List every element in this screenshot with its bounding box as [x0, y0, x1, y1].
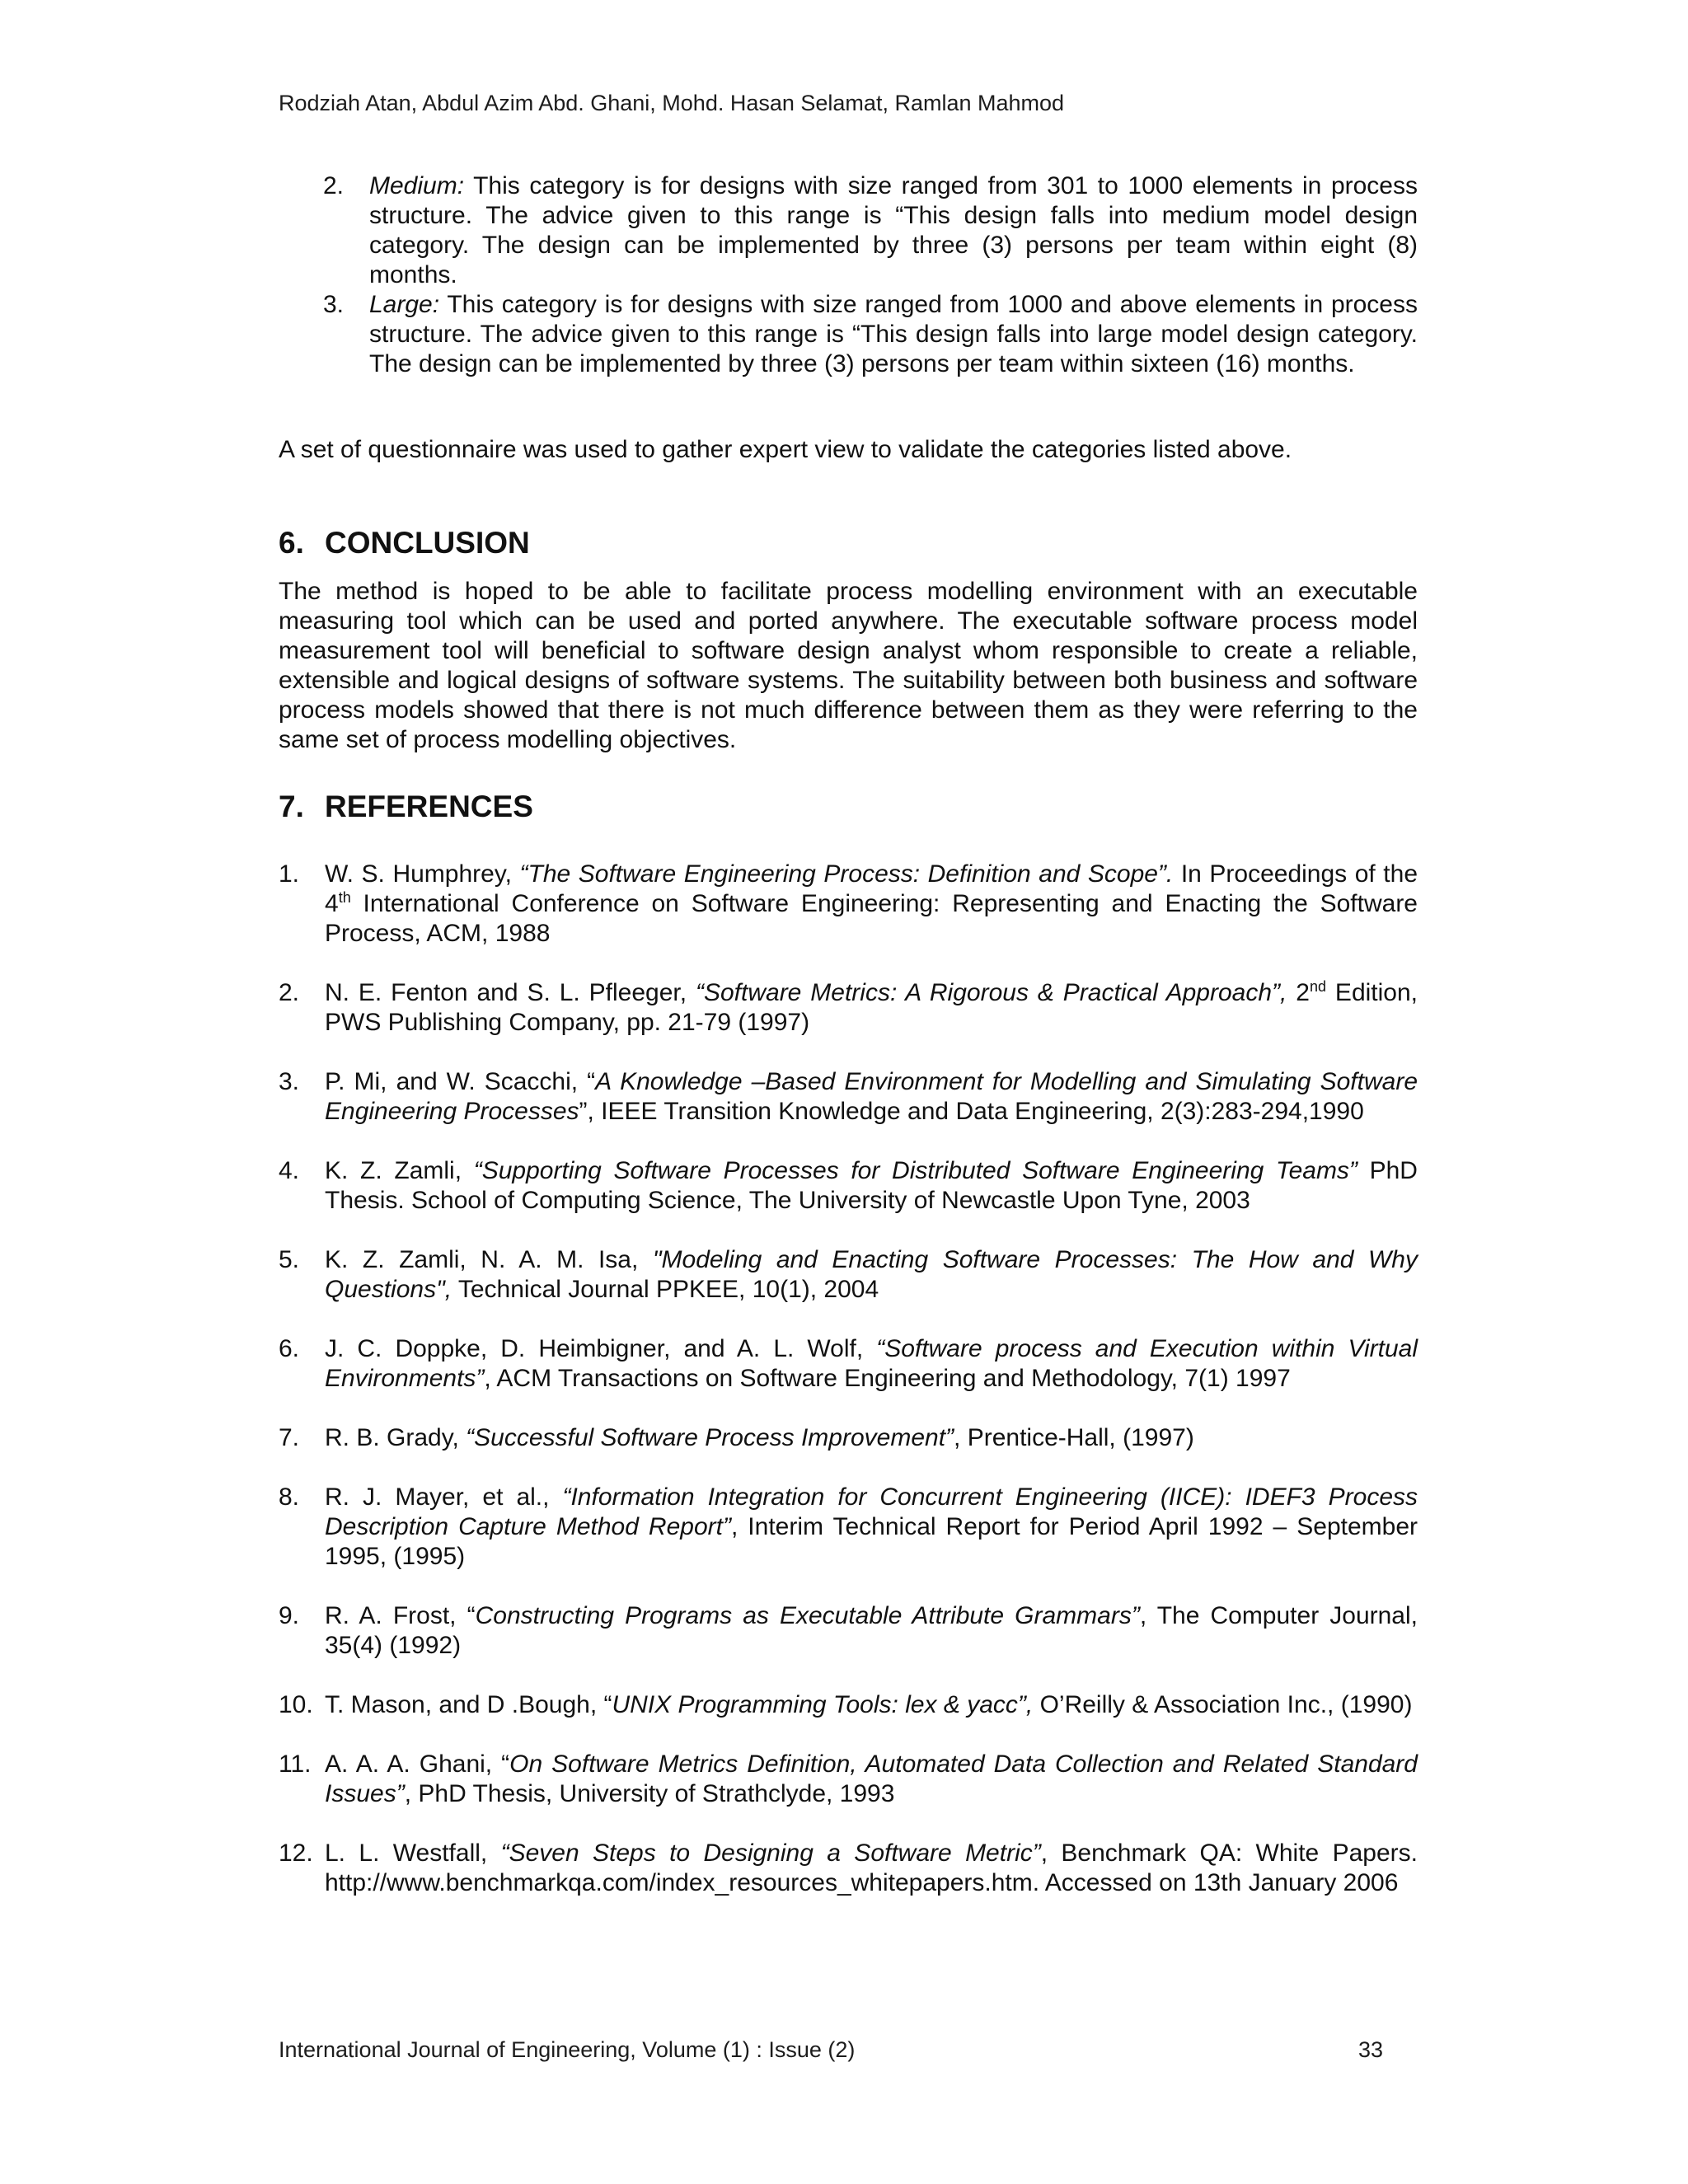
reference-item [279, 1690, 1418, 1720]
reference-authors: A. A. A. Ghani, “ [325, 1750, 510, 1778]
reference-source: Technical Journal PPKEE, 10(1), 2004 [452, 1276, 879, 1303]
section-number: 7. [279, 790, 304, 823]
journal-citation: International Journal of Engineering, Volume (1) : Issue (2) [279, 2037, 856, 2062]
category-number: 3. [323, 291, 345, 318]
reference-number: 5. [279, 1246, 300, 1273]
reference-item [279, 1067, 1418, 1127]
reference-item [279, 1245, 1418, 1305]
ordinal-superscript: th [338, 889, 351, 906]
reference-title: “Information Integration for Concurrent Engineering (IICE): IDEF3 Process Description Capture Method Report” [325, 1483, 1418, 1540]
reference-authors: N. E. Fenton and S. L. Pfleeger, [325, 979, 696, 1006]
reference-source: , Interim Technical Report for Period April 1992 – September 1995, (1995) [325, 1513, 1418, 1570]
reference-source-cont: Edition, PWS Publishing Company, pp. 21-79 (1997) [325, 979, 1418, 1036]
reference-source: , Prentice-Hall, (1997) [954, 1424, 1194, 1451]
reference-item [279, 978, 1418, 1038]
reference-source: , PhD Thesis, University of Strathclyde, 1993 [404, 1780, 895, 1807]
reference-authors: P. Mi, and W. Scacchi, “ [325, 1068, 596, 1095]
reference-item [279, 1483, 1418, 1572]
reference-source: , ACM Transactions on Software Engineering and Methodology, 7(1) 1997 [484, 1365, 1291, 1392]
reference-source: , Benchmark QA: White Papers. http://www.benchmarkqa.com/index_resources_whitepapers.htm. Accessed on 13th January 2006 [325, 1840, 1418, 1896]
reference-number: 4. [279, 1157, 300, 1184]
reference-source-cont: International Conference on Software Engineering: Representing and Enacting the Software Process, ACM, 1988 [325, 890, 1418, 947]
reference-title: “Supporting Software Processes for Distributed Software Engineering Teams” [473, 1157, 1357, 1184]
reference-source: In Proceedings of the 4 [325, 860, 1418, 917]
reference-title: A Knowledge –Based Environment for Modelling and Simulating Software Engineering Processes [325, 1068, 1418, 1125]
conclusion-heading [279, 526, 530, 560]
reference-source: PhD Thesis. School of Computing Science, The University of Newcastle Upon Tyne, 2003 [325, 1157, 1418, 1214]
reference-number: 6. [279, 1335, 300, 1362]
reference-number: 2. [279, 979, 300, 1006]
page-footer [279, 2037, 1383, 2063]
section-title: CONCLUSION [325, 526, 530, 560]
size-category-list [323, 171, 1418, 379]
references-heading [279, 790, 533, 824]
reference-source: 2 [1287, 979, 1310, 1006]
reference-number: 8. [279, 1483, 300, 1511]
reference-title: “Seven Steps to Designing a Software Metric” [500, 1840, 1041, 1867]
reference-title: “Successful Software Process Improvement” [466, 1424, 954, 1451]
category-term: Medium: [369, 172, 465, 199]
reference-authors: J. C. Doppke, D. Heimbigner, and A. L. Wolf, [325, 1335, 877, 1362]
reference-list [279, 860, 1418, 1928]
reference-title: "Modeling and Enacting Software Processes: The How and Why Questions", [325, 1246, 1418, 1303]
reference-item [279, 860, 1418, 949]
reference-number: 3. [279, 1068, 300, 1095]
reference-number: 11. [279, 1750, 312, 1778]
reference-title: On Software Metrics Definition, Automated Data Collection and Related Standard Issues” [325, 1750, 1418, 1807]
reference-title: Constructing Programs as Executable Attribute Grammars” [475, 1602, 1140, 1629]
page-number: 33 [1357, 2037, 1383, 2062]
reference-authors: R. B. Grady, [325, 1424, 467, 1451]
questionnaire-paragraph: A set of questionnaire was used to gather expert view to validate the categories listed above. [279, 436, 1292, 463]
category-number: 2. [323, 172, 345, 199]
reference-item [279, 1156, 1418, 1216]
category-item-large [323, 290, 1418, 379]
reference-authors: R. A. Frost, “ [325, 1602, 476, 1629]
reference-source: ”, IEEE Transition Knowledge and Data Engineering, 2(3):283-294,1990 [579, 1098, 1364, 1125]
section-title: REFERENCES [325, 790, 533, 823]
reference-authors: R. J. Mayer, et al., [325, 1483, 563, 1511]
reference-number: 9. [279, 1602, 300, 1629]
reference-item [279, 1601, 1418, 1661]
reference-number: 1. [279, 860, 300, 888]
reference-title: “The Software Engineering Process: Definition and Scope”. [519, 860, 1174, 888]
category-description: This category is for designs with size ranged from 1000 and above elements in process structure. The advice given to this range is “This design falls into large model design category. The design can be implemented by three (3) persons per team within sixteen (16) months. [369, 291, 1418, 377]
reference-authors: L. L. Westfall, [325, 1840, 501, 1867]
reference-authors: T. Mason, and D .Bough, “ [325, 1691, 612, 1718]
reference-title: “Software process and Execution within Virtual Environments” [325, 1335, 1418, 1392]
reference-item [279, 1334, 1418, 1394]
reference-authors: W. S. Humphrey, [325, 860, 520, 888]
conclusion-paragraph: The method is hoped to be able to facilitate process modelling environment with an executable measuring tool which can be used and ported anywhere. The executable software process model measurement tool will beneficial to software design analyst whom responsible to create a reliable, extensible and logical designs of software systems. The suitability between both business and software process models showed that there is not much difference between them as they were referring to the same set of process modelling objectives. [279, 578, 1418, 753]
reference-number: 10. [279, 1691, 313, 1718]
reference-authors: K. Z. Zamli, N. A. M. Isa, [325, 1246, 653, 1273]
section-number: 6. [279, 526, 304, 560]
reference-authors: K. Z. Zamli, [325, 1157, 474, 1184]
category-term: Large: [369, 291, 440, 318]
reference-title: “Software Metrics: A Rigorous & Practical Approach”, [695, 979, 1287, 1006]
reference-item [279, 1423, 1418, 1453]
reference-item [279, 1839, 1418, 1898]
category-item-medium [323, 171, 1418, 290]
reference-source: , The Computer Journal, 35(4) (1992) [325, 1602, 1418, 1659]
reference-number: 7. [279, 1424, 300, 1451]
ordinal-superscript: nd [1309, 978, 1327, 995]
reference-title: UNIX Programming Tools: lex & yacc”, [612, 1691, 1034, 1718]
category-description: This category is for designs with size ranged from 301 to 1000 elements in process structure. The advice given to this range is “This design falls into medium model design category. The design can be implemented by three (3) persons per team within eight (8) months. [369, 172, 1418, 288]
reference-item [279, 1750, 1418, 1809]
reference-source: O’Reilly & Association Inc., (1990) [1033, 1691, 1413, 1718]
running-header-authors: Rodziah Atan, Abdul Azim Abd. Ghani, Mohd. Hasan Selamat, Ramlan Mahmod [279, 91, 1065, 115]
reference-number: 12. [279, 1840, 313, 1867]
